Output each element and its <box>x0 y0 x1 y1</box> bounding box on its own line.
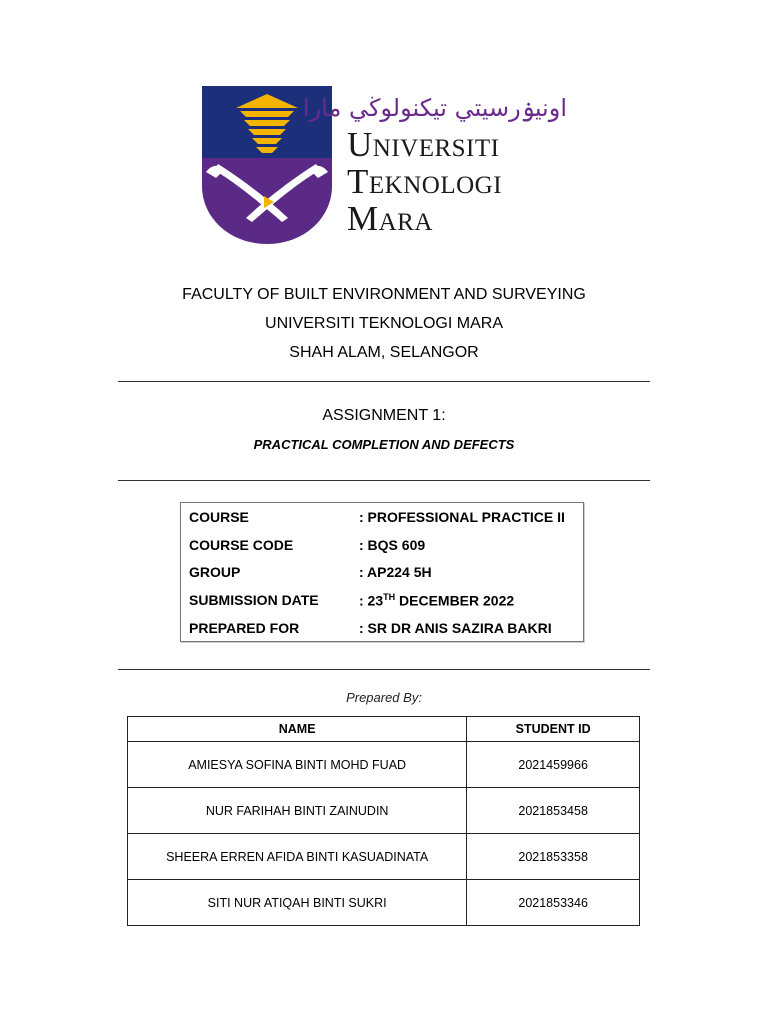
info-key: SUBMISSION DATE <box>189 592 319 608</box>
table-row <box>128 834 640 880</box>
logo-wordmark <box>347 126 502 237</box>
svg-text:اونيۏرسيتي تيكنولوڬي مارا: اونيۏرسيتي تيكنولوڬي مارا <box>302 94 567 122</box>
course-info-box <box>180 502 584 642</box>
info-value: : AP224 5H <box>359 564 432 580</box>
table-row <box>128 742 640 788</box>
university-name: UNIVERSITI TEKNOLOGI MARA <box>265 315 503 332</box>
divider <box>118 669 650 670</box>
info-key: COURSE CODE <box>189 537 294 553</box>
member-name: SHEERA ERREN AFIDA BINTI KASUADINATA <box>128 834 467 880</box>
table-header-row <box>128 717 640 742</box>
member-id: 2021853358 <box>467 834 640 880</box>
member-name: AMIESYA SOFINA BINTI MOHD FUAD <box>128 742 467 788</box>
prepared-by-label: Prepared By: <box>346 690 422 705</box>
divider <box>118 480 650 481</box>
assignment-subtitle: PRACTICAL COMPLETION AND DEFECTS <box>253 437 515 452</box>
campus-location: SHAH ALAM, SELANGOR <box>289 344 479 361</box>
info-value: : PROFESSIONAL PRACTICE II <box>359 509 565 525</box>
faculty-name: FACULTY OF BUILT ENVIRONMENT AND SURVEYING <box>182 286 586 303</box>
divider <box>118 381 650 382</box>
info-key: COURSE <box>189 509 249 525</box>
info-value: : SR DR ANIS SAZIRA BAKRI <box>359 620 552 636</box>
assignment-title: ASSIGNMENT 1: <box>322 407 446 424</box>
member-name: SITI NUR ATIQAH BINTI SUKRI <box>128 880 467 926</box>
member-name: NUR FARIHAH BINTI ZAINUDIN <box>128 788 467 834</box>
university-logo <box>200 84 570 244</box>
members-table <box>127 716 640 926</box>
column-header-name: NAME <box>128 717 467 742</box>
logo-line-2: Teknologi <box>347 162 503 201</box>
column-header-student-id: STUDENT ID <box>467 717 640 742</box>
logo-line-3: Mara <box>347 199 433 238</box>
table-row <box>128 788 640 834</box>
member-id: 2021459966 <box>467 742 640 788</box>
info-key: GROUP <box>189 564 241 580</box>
info-value: : BQS 609 <box>359 537 426 553</box>
member-id: 2021853458 <box>467 788 640 834</box>
logo-line-1: Universiti <box>347 125 500 164</box>
member-id: 2021853346 <box>467 880 640 926</box>
jawi-script <box>302 86 568 126</box>
table-row <box>128 880 640 926</box>
info-key: PREPARED FOR <box>189 620 300 636</box>
info-value: : 23TH DECEMBER 2022 <box>359 592 515 609</box>
